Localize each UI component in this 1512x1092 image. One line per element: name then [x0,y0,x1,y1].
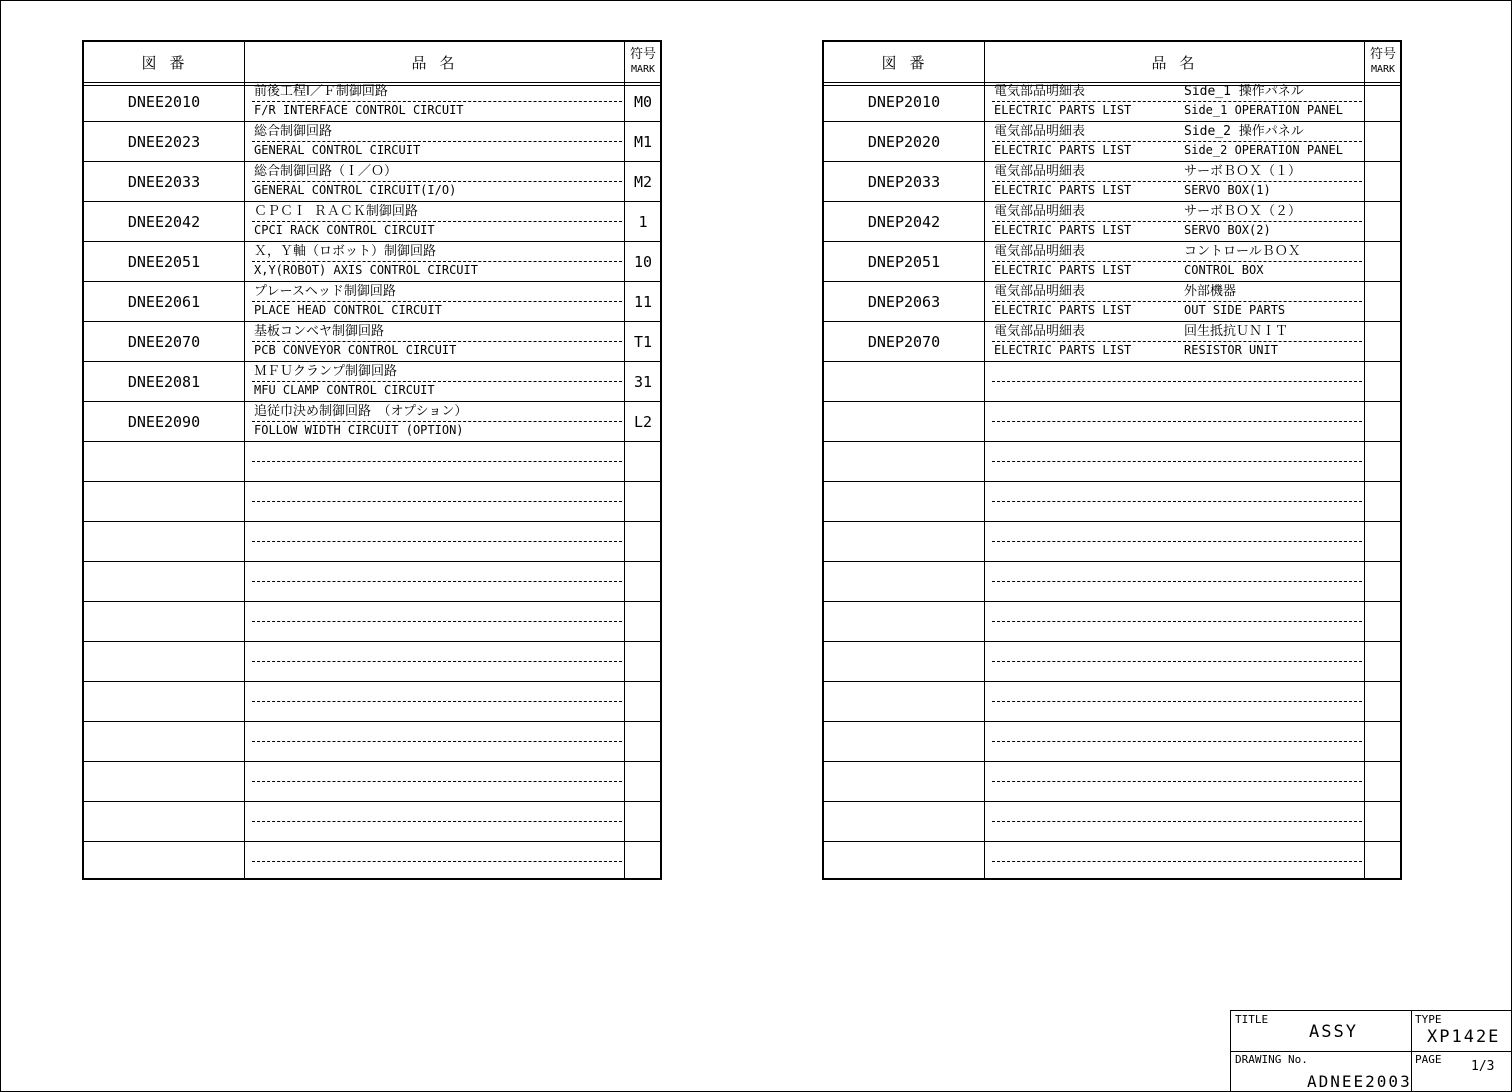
dashed-separator [992,661,1362,662]
dashed-separator [992,821,1362,822]
mark [1364,242,1402,282]
mark: M1 [633,133,653,151]
dashed-separator [252,701,622,702]
dashed-separator [252,621,622,622]
dashed-separator [992,741,1362,742]
item-name [984,122,1364,162]
item-name-en: ELECTRIC PARTS LIST [994,103,1132,117]
table-row [824,682,1400,722]
table-row [824,202,1400,242]
item-subname-en: RESISTOR UNIT [1184,343,1278,357]
mark [1364,122,1402,162]
mark [624,442,662,482]
header-mark [1364,42,1402,82]
header-drawing-number: 図 番 [881,53,927,72]
mark [1364,722,1402,762]
item-name [244,322,624,362]
table-row [84,562,660,602]
table-row [84,842,660,882]
item-name-en: MFU CLAMP CONTROL CIRCUIT [254,383,435,397]
mark: L2 [633,413,653,431]
item-name-jp: ＭＦＵクランプ制御回路 [254,364,398,379]
title-block [1230,1010,1511,1091]
item-name [244,282,624,322]
drawing-number [84,762,244,802]
item-name-en: ELECTRIC PARTS LIST [994,183,1132,197]
dashed-separator [252,221,622,222]
mark: T1 [633,333,653,351]
item-name-en: ELECTRIC PARTS LIST [994,263,1132,277]
table-row [824,842,1400,882]
table-row [84,362,660,402]
item-name [244,802,624,842]
drawing-number: DNEE2023 [127,133,201,151]
dashed-separator [252,661,622,662]
dashed-separator [252,461,622,462]
item-name [984,162,1364,202]
drawing-number [824,562,984,602]
mark [1364,562,1402,602]
item-name [244,562,624,602]
item-subname-jp: サーボＢＯＸ（２） [1184,204,1302,219]
table-row [824,122,1400,162]
drawing-number: DNEE2033 [127,173,201,191]
dashed-separator [252,781,622,782]
table-row [84,762,660,802]
drawing-number [84,522,244,562]
table-row [824,522,1400,562]
header-mark-en: MARK [630,64,656,75]
item-name [244,442,624,482]
table-row [824,282,1400,322]
header-item-name: 品 名 [1151,53,1197,72]
table-header [824,42,1400,83]
mark: M0 [633,93,653,111]
drawing-number: DNEE2042 [127,213,201,231]
item-name-en: ELECTRIC PARTS LIST [994,303,1132,317]
table-row [824,442,1400,482]
item-subname-jp: サーボＢＯＸ（１） [1184,164,1302,179]
dashed-separator [992,381,1362,382]
dashed-separator [992,581,1362,582]
item-name-jp: 電気部品明細表 [994,284,1086,299]
dashed-separator [992,181,1362,182]
dashed-separator [252,821,622,822]
drawing-number: DNEE2070 [127,333,201,351]
table-row [824,322,1400,362]
item-name [244,362,624,402]
table-row [824,402,1400,442]
header-item-name: 品 名 [411,53,457,72]
table-row [84,642,660,682]
dashed-separator [252,261,622,262]
table-row [84,602,660,642]
table-row [84,402,660,442]
dashed-separator [252,541,622,542]
dashed-separator [252,141,622,142]
mark: 1 [638,213,648,231]
drawing-number: DNEP2010 [867,93,941,111]
header-mark-jp: 符号 [1369,47,1396,62]
title-value: ASSY [1309,1022,1358,1042]
header-mark [624,42,662,82]
table-row [824,602,1400,642]
mark [1364,442,1402,482]
page-value: 1/3 [1471,1059,1495,1074]
column-divider [244,42,245,878]
drawing-number: DNEP2033 [867,173,941,191]
item-name [244,402,624,442]
drawing-number [824,522,984,562]
drawing-number: DNEP2051 [867,253,941,271]
item-name-en: X,Y(ROBOT) AXIS CONTROL CIRCUIT [254,263,478,277]
drawing-number: DNEP2042 [867,213,941,231]
item-name [984,682,1364,722]
item-name [244,762,624,802]
table-row [824,362,1400,402]
item-subname-en: SERVO BOX(2) [1184,223,1271,237]
dashed-separator [992,341,1362,342]
dashed-separator [992,701,1362,702]
mark [1364,842,1402,882]
drawing-number [84,682,244,722]
item-name [984,762,1364,802]
type-value: XP142E [1427,1027,1501,1047]
table-row [84,282,660,322]
table-row [84,522,660,562]
drawing-number [824,842,984,882]
item-subname-jp: 回生抵抗ＵＮＩＴ [1184,324,1289,339]
drawing-number [84,802,244,842]
dashed-separator [252,381,622,382]
item-name [984,562,1364,602]
item-name-jp: 電気部品明細表 [994,124,1086,139]
mark: 10 [633,253,653,271]
drawing-number [824,442,984,482]
column-divider [624,42,625,878]
drawing-number: DNEP2020 [867,133,941,151]
item-subname-jp: 外部機器 [1184,284,1237,299]
table-header [84,42,660,83]
drawing-number [824,602,984,642]
mark [1364,362,1402,402]
table-row [84,722,660,762]
page-label: PAGE [1415,1053,1442,1066]
table-body [84,82,660,882]
item-name-en: F/R INTERFACE CONTROL CIRCUIT [254,103,464,117]
header-mark-jp: 符号 [629,47,656,62]
table-row [84,122,660,162]
item-subname-en: OUT SIDE PARTS [1184,303,1286,317]
drawing-number [84,602,244,642]
drawing-number [84,562,244,602]
item-name [984,402,1364,442]
mark [624,602,662,642]
item-name [244,642,624,682]
item-name-en: CPCI RACK CONTROL CIRCUIT [254,223,435,237]
item-name [244,522,624,562]
item-name [984,722,1364,762]
drawing-number: DNEP2070 [867,333,941,351]
drawing-number [824,402,984,442]
mark: M2 [633,173,653,191]
mark [624,842,662,882]
mark [624,482,662,522]
mark [1364,202,1402,242]
item-name-jp: ＣＰＣＩ ＲＡＣＫ制御回路 [254,204,418,219]
table-row [824,642,1400,682]
item-name-jp: 追従巾決め制御回路 （オプション） [254,404,468,419]
table-row [84,162,660,202]
item-name-jp: Ｘ，Ｙ軸（ロボット）制御回路 [254,244,437,259]
drawing-number [824,482,984,522]
item-name-en: PCB CONVEYOR CONTROL CIRCUIT [254,343,457,357]
item-subname-en: CONTROL BOX [1184,263,1264,277]
table-row [824,242,1400,282]
item-name-en: PLACE HEAD CONTROL CIRCUIT [254,303,442,317]
drawing-number [84,642,244,682]
item-name-en: FOLLOW WIDTH CIRCUIT (OPTION) [254,423,464,437]
item-subname-jp: Side_1 操作パネル [1184,84,1304,99]
drawing-number-value: ADNEE2003 [1307,1072,1412,1091]
dashed-separator [252,421,622,422]
item-name [244,842,624,882]
parts-table-right [822,40,1402,880]
drawing-number [824,722,984,762]
dashed-separator [252,581,622,582]
item-name [984,362,1364,402]
dashed-separator [252,301,622,302]
dashed-separator [992,261,1362,262]
drawing-number: DNEE2061 [127,293,201,311]
item-name [984,282,1364,322]
mark [624,762,662,802]
mark [1364,402,1402,442]
dashed-separator [992,861,1362,862]
mark [624,522,662,562]
item-subname-en: SERVO BOX(1) [1184,183,1271,197]
dashed-separator [252,861,622,862]
dashed-separator [252,181,622,182]
dashed-separator [992,141,1362,142]
item-name [244,242,624,282]
item-name [984,602,1364,642]
item-name [244,82,624,122]
mark [1364,82,1402,122]
mark [1364,282,1402,322]
item-name-jp: 前後工程Ⅰ／Ｆ制御回路 [254,84,388,99]
item-name [984,322,1364,362]
mark [1364,642,1402,682]
item-name-en: GENERAL CONTROL CIRCUIT [254,143,421,157]
table-body [824,82,1400,882]
item-name [984,242,1364,282]
table-row [84,242,660,282]
drawing-number [824,682,984,722]
drawing-number [824,762,984,802]
table-row [824,482,1400,522]
table-row [84,202,660,242]
item-name-jp: プレースヘッド制御回路 [254,284,396,299]
column-divider [1364,42,1365,878]
item-subname-jp: Side_2 操作パネル [1184,124,1304,139]
item-name [244,682,624,722]
item-subname-jp: コントロールＢＯＸ [1184,244,1301,259]
drawing-number [84,722,244,762]
table-row [84,802,660,842]
mark [1364,762,1402,802]
item-name-jp: 総合制御回路 [254,124,333,139]
item-name [244,602,624,642]
table-row [824,802,1400,842]
item-name [244,122,624,162]
mark [1364,682,1402,722]
table-row [824,562,1400,602]
header-mark-en: MARK [1370,64,1396,75]
dashed-separator [992,461,1362,462]
item-name-en: ELECTRIC PARTS LIST [994,223,1132,237]
item-name-jp: 電気部品明細表 [994,84,1086,99]
item-subname-en: Side_2 OPERATION PANEL [1184,143,1343,157]
dashed-separator [992,221,1362,222]
item-name-jp: 電気部品明細表 [994,164,1086,179]
drawing-number: DNEE2081 [127,373,201,391]
title-block-divider [1231,1051,1511,1052]
item-name-jp: 電気部品明細表 [994,244,1086,259]
mark [1364,602,1402,642]
dashed-separator [992,421,1362,422]
drawing-number [824,802,984,842]
item-name [984,802,1364,842]
mark: 31 [633,373,653,391]
column-divider [984,42,985,878]
drawing-number-label: DRAWING No. [1235,1053,1308,1066]
drawing-number: DNEE2090 [127,413,201,431]
table-row [84,322,660,362]
type-label: TYPE [1415,1013,1442,1026]
drawing-number: DNEE2051 [127,253,201,271]
mark [624,562,662,602]
dashed-separator [992,301,1362,302]
item-name [244,162,624,202]
table-row [824,722,1400,762]
item-name [244,482,624,522]
mark [1364,162,1402,202]
dashed-separator [252,341,622,342]
dashed-separator [992,101,1362,102]
mark [624,722,662,762]
item-name-en: GENERAL CONTROL CIRCUIT(I/O) [254,183,457,197]
table-row [84,482,660,522]
table-row [824,762,1400,802]
table-row [824,162,1400,202]
drawing-number: DNEE2010 [127,93,201,111]
mark [1364,482,1402,522]
header-drawing-number: 図 番 [141,53,187,72]
dashed-separator [992,621,1362,622]
item-name [244,202,624,242]
dashed-separator [252,101,622,102]
table-row [84,682,660,722]
drawing-number [84,842,244,882]
dashed-separator [992,541,1362,542]
item-name-jp: 基板コンベヤ制御回路 [254,324,385,339]
dashed-separator [992,501,1362,502]
mark: 11 [633,293,653,311]
mark [1364,522,1402,562]
mark [624,682,662,722]
table-row [84,442,660,482]
dashed-separator [992,781,1362,782]
dashed-separator [252,741,622,742]
item-name [984,522,1364,562]
item-name-jp: 電気部品明細表 [994,324,1086,339]
dashed-separator [252,501,622,502]
item-name-jp: 総合制御回路（Ｉ／Ｏ） [254,164,398,179]
mark [1364,802,1402,842]
drawing-number: DNEP2063 [867,293,941,311]
item-subname-en: Side_1 OPERATION PANEL [1184,103,1343,117]
item-name [984,642,1364,682]
mark [624,802,662,842]
mark [1364,322,1402,362]
item-name [984,482,1364,522]
item-name [244,722,624,762]
item-name-en: ELECTRIC PARTS LIST [994,143,1132,157]
parts-table-left [82,40,662,880]
table-row [824,82,1400,122]
item-name [984,82,1364,122]
table-row [84,82,660,122]
mark [624,642,662,682]
item-name [984,202,1364,242]
drawing-number [84,482,244,522]
item-name-en: ELECTRIC PARTS LIST [994,343,1132,357]
drawing-number [84,442,244,482]
item-name [984,842,1364,882]
title-label: TITLE [1235,1013,1269,1026]
drawing-number [824,362,984,402]
drawing-number [824,642,984,682]
item-name [984,442,1364,482]
item-name-jp: 電気部品明細表 [994,204,1086,219]
